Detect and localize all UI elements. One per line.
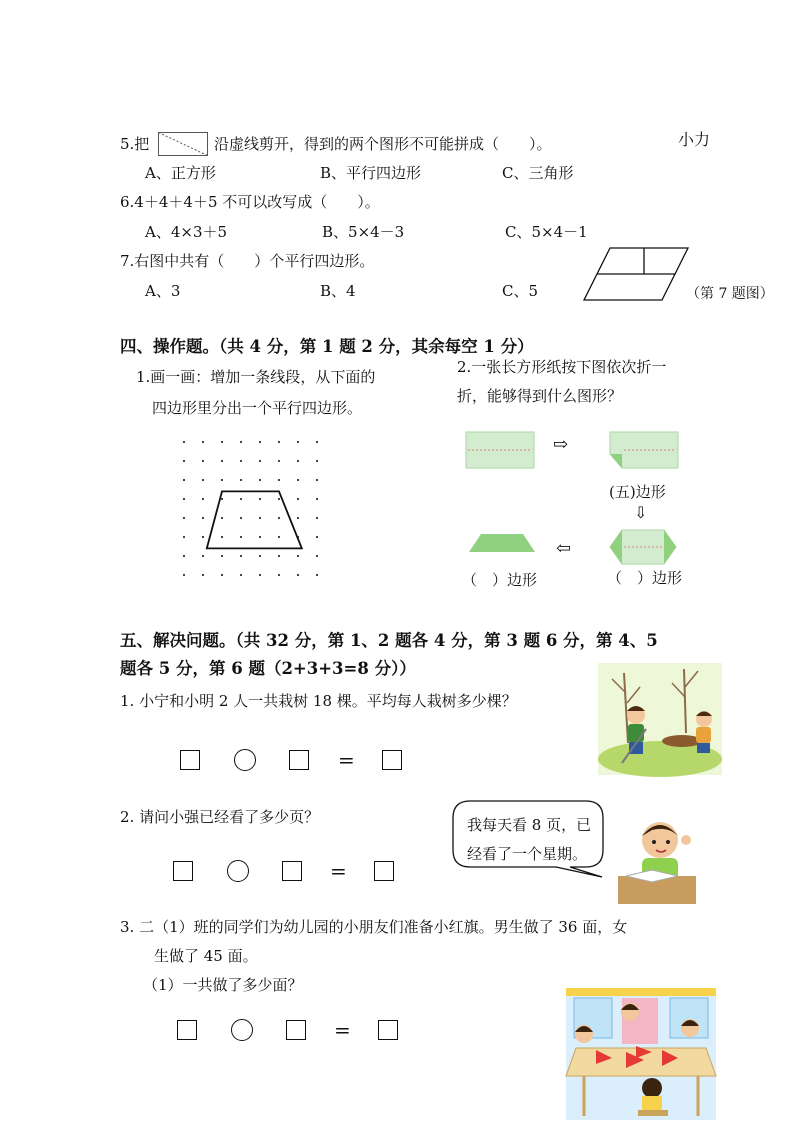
boy-reading-illustration [612,810,696,908]
grid-dot [202,460,204,462]
q5-option-a[interactable]: A、正方形 [145,164,216,182]
grid-dot [202,517,204,519]
speech-bubble [452,800,604,878]
classroom-flags-illustration [566,988,716,1120]
bubble-line2: 经看了一个星期。 [467,845,588,863]
grid-dot [259,479,261,481]
grid-dot [316,460,318,462]
grid-dot [259,574,261,576]
grid-dot [259,555,261,557]
grid-dot [259,498,261,500]
grid-dot [240,479,242,481]
grid-dot [240,441,242,443]
q5-option-c[interactable]: C、三角形 [502,164,574,182]
grid-dot [278,460,280,462]
grid-dot [183,555,185,557]
label-blank-sided-1[interactable]: （ ）边形 [462,571,538,589]
grid-dot [316,498,318,500]
grid-dot [221,498,223,500]
grid-dot [278,517,280,519]
s5-q3-line1: 3. 二（1）班的同学们为幼儿园的小朋友们准备小红旗。男生做了 36 面，女 [120,918,628,936]
grid-dot [183,498,185,500]
label-blank-sided-2[interactable]: （ ）边形 [607,569,683,587]
q7-option-b[interactable]: B、4 [320,282,356,300]
grid-dot [297,498,299,500]
grid-dot [221,536,223,538]
label-five-sided: (五)边形 [609,483,666,501]
grid-dot [221,517,223,519]
answer-box[interactable] [289,750,309,770]
q7-option-c[interactable]: C、5 [502,282,539,300]
tree-planting-illustration [598,663,722,775]
grid-dot [278,536,280,538]
grid-dot [240,574,242,576]
grid-dot [183,574,185,576]
fold-step-2-pentagon [610,432,678,468]
answer-box[interactable] [282,861,302,881]
grid-dot [278,574,280,576]
arrow-right-icon: ⇨ [553,434,569,455]
operator-circle[interactable] [227,860,249,882]
grid-dot [297,574,299,576]
grid-dot [259,517,261,519]
grid-dot [183,441,185,443]
grid-dot [278,441,280,443]
grid-dot [316,441,318,443]
answer-box[interactable] [180,750,200,770]
answer-box[interactable] [173,861,193,881]
grid-dot [297,441,299,443]
fold-step-4-trapezoid [469,534,535,552]
q7-text: 7.右图中共有（ ）个平行四边形。 [120,252,375,270]
answer-box[interactable] [177,1020,197,1040]
fold-step-3-hexagon [610,530,676,564]
equals-sign: = [334,1018,351,1042]
grid-dot [240,460,242,462]
q5-option-b[interactable]: B、平行四边形 [320,164,422,182]
grid-dot [240,517,242,519]
grid-dot [221,460,223,462]
q5-prefix: 5.把 [120,135,150,153]
s4-q1-line1: 1.画一画：增加一条线段，从下面的 [136,368,376,386]
s4-q2-line1: 2.一张长方形纸按下图依次折一 [457,358,667,376]
grid-dot [316,517,318,519]
dot-grid[interactable] [180,438,330,598]
fold-step-1-rectangle [466,432,534,468]
grid-dot [278,555,280,557]
equals-sign: = [330,859,347,883]
grid-dot [221,574,223,576]
grid-dot [183,536,185,538]
arrow-down-icon: ⇩ [634,503,648,522]
grid-dot [316,536,318,538]
operator-circle[interactable] [231,1019,253,1041]
grid-dot [259,441,261,443]
equals-sign: = [338,748,355,772]
grid-dot [278,479,280,481]
dashed-rectangle-figure [158,132,208,156]
s4-q2-line2: 折，能够得到什么图形？ [457,387,623,405]
grid-dot [183,460,185,462]
grid-dot [297,479,299,481]
grid-dot [316,479,318,481]
s4-q1-line2: 四边形里分出一个平行四边形。 [152,399,363,417]
grid-dot [221,555,223,557]
section5-title-line1: 五、解决问题。（共 32 分，第 1、2 题各 4 分，第 3 题 6 分，第 4、5 [120,631,658,650]
q7-figure-caption: （第 7 题图） [686,286,774,302]
answer-box[interactable] [382,750,402,770]
grid-dot [240,536,242,538]
grid-dot [202,498,204,500]
arrow-left-icon: ⇦ [556,538,572,559]
grid-dot [278,498,280,500]
grid-dot [297,517,299,519]
grid-dot [316,574,318,576]
q6-option-b[interactable]: B、5×4－3 [322,223,405,241]
grid-dot [297,555,299,557]
grid-dot [316,555,318,557]
q5-text: 沿虚线剪开，得到的两个图形不可能拼成（ ）。 [214,135,552,153]
grid-dot [259,460,261,462]
q6-option-a[interactable]: A、4×3＋5 [145,223,228,241]
s5-q3-sub1: （1）一共做了多少面？ [143,976,303,994]
s5-q1-text: 1. 小宁和小明 2 人一共栽树 18 棵。平均每人栽树多少棵？ [120,692,517,710]
grid-dot [240,555,242,557]
grid-dot [202,441,204,443]
bubble-line1: 我每天看 8 页，已 [467,816,592,834]
grid-dot [183,517,185,519]
grid-dot [202,479,204,481]
answer-box[interactable] [374,861,394,881]
q6-text: 6.4＋4＋4＋5 不可以改写成（ ）。 [120,193,380,211]
grid-dot [202,574,204,576]
grid-dot [240,498,242,500]
answer-box[interactable] [378,1020,398,1040]
answer-box[interactable] [286,1020,306,1040]
grid-dot [183,479,185,481]
grid-dot [221,479,223,481]
operator-circle[interactable] [234,749,256,771]
grid-dot [202,536,204,538]
parallelogram-figure [582,246,692,302]
q6-option-c[interactable]: C、5×4－1 [505,223,588,241]
grid-dot [221,441,223,443]
grid-dot [259,536,261,538]
handwritten-name: 小力 [678,130,711,149]
grid-dot [297,460,299,462]
s5-q3-line2: 生做了 45 面。 [154,947,258,965]
section4-title: 四、操作题。（共 4 分，第 1 题 2 分，其余每空 1 分） [120,337,534,356]
trapezoid-shape [207,491,302,548]
section5-title-line2: 题各 5 分，第 6 题（2+3+3=8 分）） [120,659,416,678]
s5-q2-text: 2. 请问小强已经看了多少页？ [120,808,320,826]
grid-dot [202,555,204,557]
q7-option-a[interactable]: A、3 [145,282,181,300]
